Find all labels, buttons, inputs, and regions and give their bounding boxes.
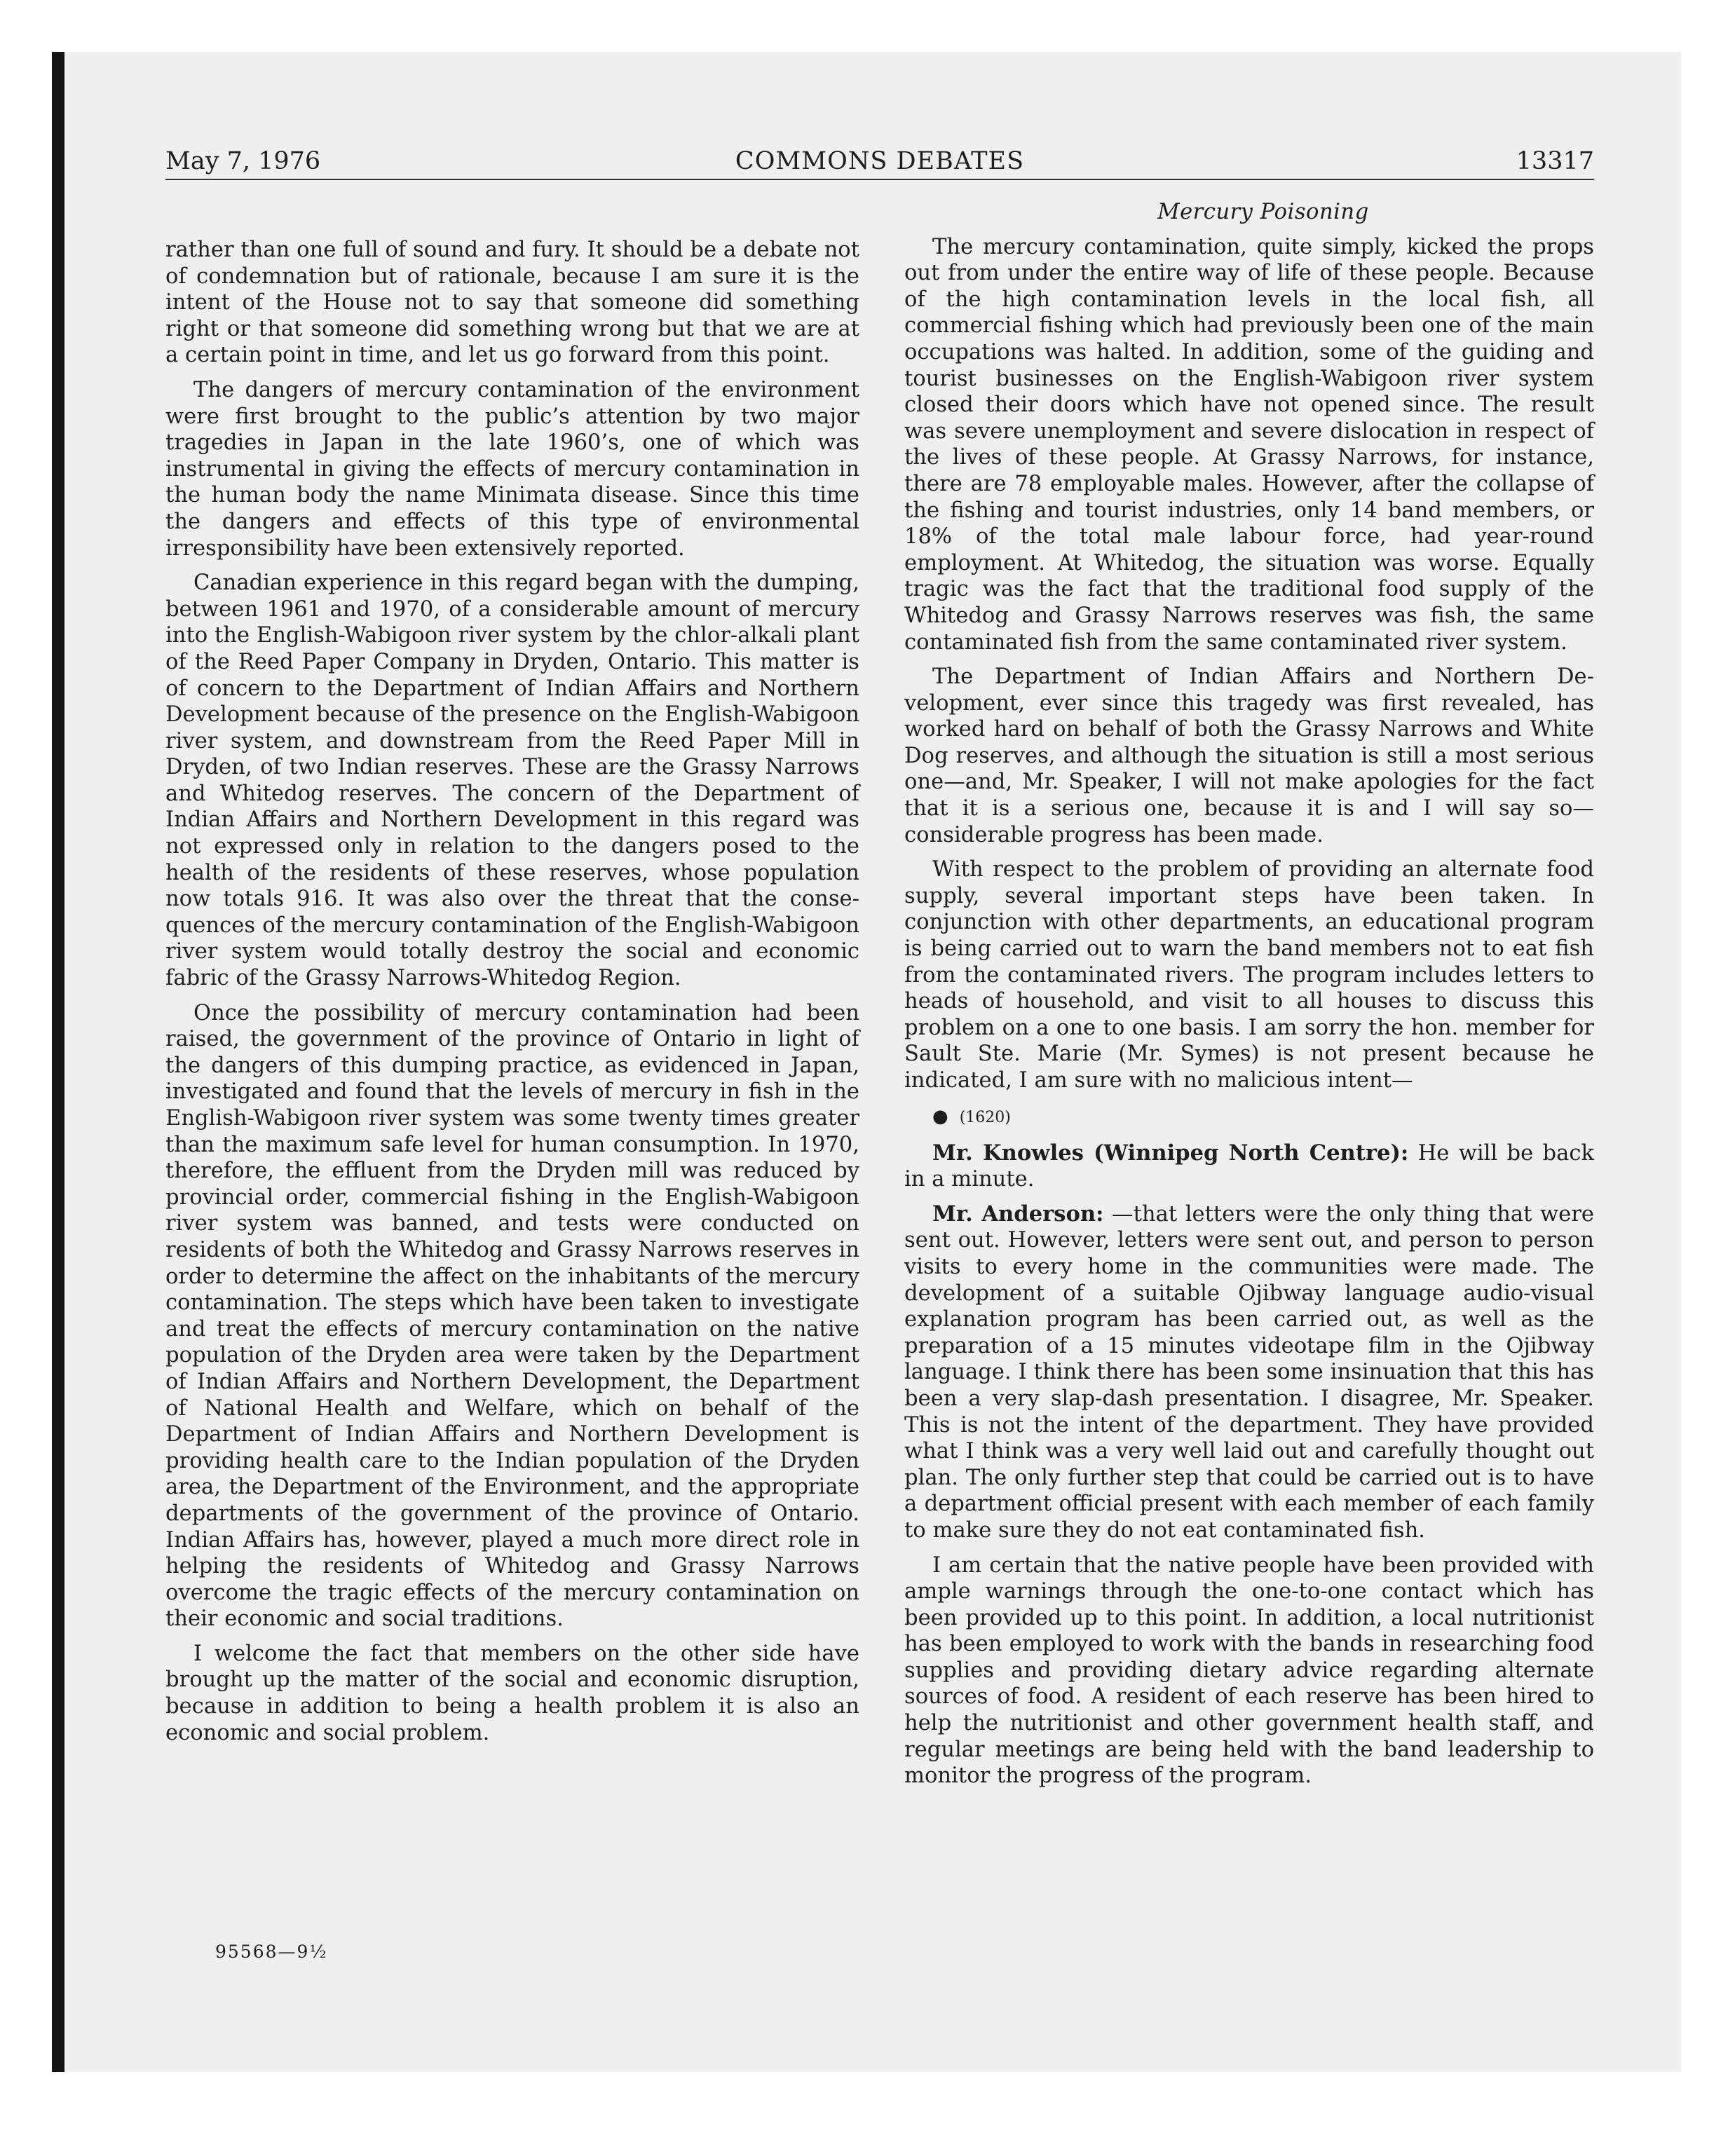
scan-edge — [52, 52, 64, 2072]
paragraph: rather than one full of sound and fury. It should be a debate not of condemnation but of rationale, because I am sure it is the intent of the House not to say that someone did something right or that someone did something wrong but that we are at a certain point in time, and let us go forward from this point. — [165, 238, 859, 368]
header-title: COMMONS DEBATES — [735, 147, 1025, 175]
section-heading: Mercury Poisoning — [1157, 200, 1369, 224]
header-rule — [165, 179, 1594, 180]
paragraph: I welcome the fact that members on the other side have brought up the matter of the social and economic disruption, because in addition to being a health problem it is also an economic and social problem. — [165, 1641, 859, 1745]
time-marker-label: (1620) — [959, 1108, 1011, 1126]
bullet-icon: ● — [932, 1105, 948, 1127]
paragraph: Canadian experience in this regard began with the dumping, between 1961 and 1970, of a considerable amount of mercury into the English-Wabigoon river system by the chlor-alkali plant of the Reed Paper Company in Dryden, Ontario. This matter is of concern to the Department of Indian Affairs and Northern Development because of the presence on the English-Wabigoon river system, and downstream from the Reed Paper Mill in Dryden, of two Indian reserves. These are the Grassy Narrows and Whitedog reserves. The concern of the Department of Indian Affairs and Northern Development in this regard was not expressed only in relation to the dangers posed to the health of the residents of these reserves, whose population now totals 916. It was also over the threat that the consequences of the mercury contamination of the English-Wabigoon river system would totally destroy the social and economic fabric of the Grassy Narrows-Whitedog Region. — [165, 571, 859, 991]
signature-code: 95568—9½ — [215, 1942, 328, 1962]
paragraph: Once the possibility of mercury contamination had been raised, the government of the province of Ontario in light of the dangers of this dumping practice, as evidenced in Japan, investigated and found that the levels of mercury in fish in the English-Wabigoon river system was some twenty times greater than the maximum safe level for human consumption. In 1970, therefore, the effluent from the Dryden mill was reduced by provincial order, commercial fishing in the English-Wabigoon river system was banned, and tests were conducted on residents of both the Whitedog and Grassy Narrows reserves in order to determine the affect on the inhabitants of the mercury contamination. The steps which have been taken to investigate and treat the effects of mercury contamination on the native population of the Dryden area were taken by the Department of Indian Affairs and Northern Development, the Department of National Health and Welfare, which on behalf of the Department of Indian Affairs and Northern Development is providing health care to the Indian population of the Dryden area, the Department of the Environment, and the appropriate departments of the government of the province of Ontario. Indian Affairs has, however, played a much more direct role in helping the residents of Whitedog and Grassy Narrows overcome the tragic effects of the mercury contamination on their economic and social traditions. — [165, 1000, 859, 1632]
speech-text: He will be back in a minute. — [904, 1140, 1595, 1192]
paragraph: With respect to the problem of providing an alternate food supply, several important steps have been taken. In conjunction with other departments, an educational program is being carried out to warn the band members not to eat fish from the contaminated rivers. The program includes letters to heads of household, and visit to all houses to discuss this problem on a one to one basis. I am sorry the hon. member for Sault Ste. Marie (Mr. Symes) is not present because he indicated, I am sure with no malicious intent— — [904, 857, 1594, 1093]
page-header — [165, 145, 1594, 177]
paragraph: The dangers of mercury contamination of the environment were first brought to the public’s attention by two major tragedies in Japan in the late 1960’s, one of which was instrumental in giving the effects of mercury contamination in the human body the name Minimata disease. Since this time the dangers and effects of this type of environmental irresponsibility have been extensively reported. — [165, 377, 859, 561]
speaker-name: Mr. Anderson: — [932, 1201, 1104, 1227]
left-column — [165, 237, 859, 1754]
speech-text: —that letters were the only thing that were sent out. However, letters were sent out, and person to person visits to every home in the communities were made. The development of a suitable Ojibway language audio-visual explanation program has been carried out, as well as the preparation of a 15 minutes videotape film in the Ojibway language. I think there has been some insinuation that this has been a very slap-dash presentation. I disagree, Mr. Speaker. This is not the intent of the department. They have provided what I think was a very well laid out and carefully thought out plan. The only further step that could be carried out is to have a department official present with each member of each family to make sure they do not eat contaminated fish. — [904, 1201, 1594, 1543]
header-date: May 7, 1976 — [165, 147, 321, 175]
paragraph: The mercury contamination, quite simply, kicked the props out from under the entire way of life of these people. Because of the high contamination levels in the local fish, all commercial fishing which had previously been one of the main occupations was halted. In addition, some of the guiding and tourist businesses on the English-Wabigoon river system closed their doors which have not opened since. The result was severe unemployment and severe dislocation in respect of the lives of these people. At Grassy Narrows, for instance, there are 78 employable males. However, after the collapse of the fishing and tourist industries, only 14 band members, or 18% of the total male labour force, had year-round employment. At Whitedog, the situation was worse. Equally tragic was the fact that the traditional food supply of the Whitedog and Grassy Narrows reserves was fish, the same contaminated fish from the same contaminated river system. — [904, 234, 1594, 655]
speech-anderson — [904, 1201, 1594, 1544]
time-marker — [904, 1103, 1594, 1132]
paragraph: I am certain that the native people have been provided with ample warnings through the one-to-one contact which has been provided up to this point. In addition, a local nutritionist has been employed to work with the bands in researching food supplies and providing dietary advice regarding alternate sources of food. A resident of each reserve has been hired to help the nutritionist and other government health staff, and regular meetings are being held with the band leadership to monitor the progress of the program. — [904, 1553, 1594, 1789]
speech-knowles — [904, 1140, 1594, 1193]
paragraph: The Department of Indian Affairs and Northern Development, ever since this tragedy was first revealed, has worked hard on behalf of both the Grassy Narrows and White Dog reserves, and although the situation is still a most serious one—and, Mr. Speaker, I will not make apologies for the fact that it is a serious one, because it is and I will say so—considerable progress has been made. — [904, 664, 1594, 847]
header-page-number: 13317 — [1516, 147, 1594, 175]
right-column — [904, 199, 1594, 1798]
speaker-name: Mr. Knowles (Winnipeg North Centre): — [932, 1140, 1409, 1166]
